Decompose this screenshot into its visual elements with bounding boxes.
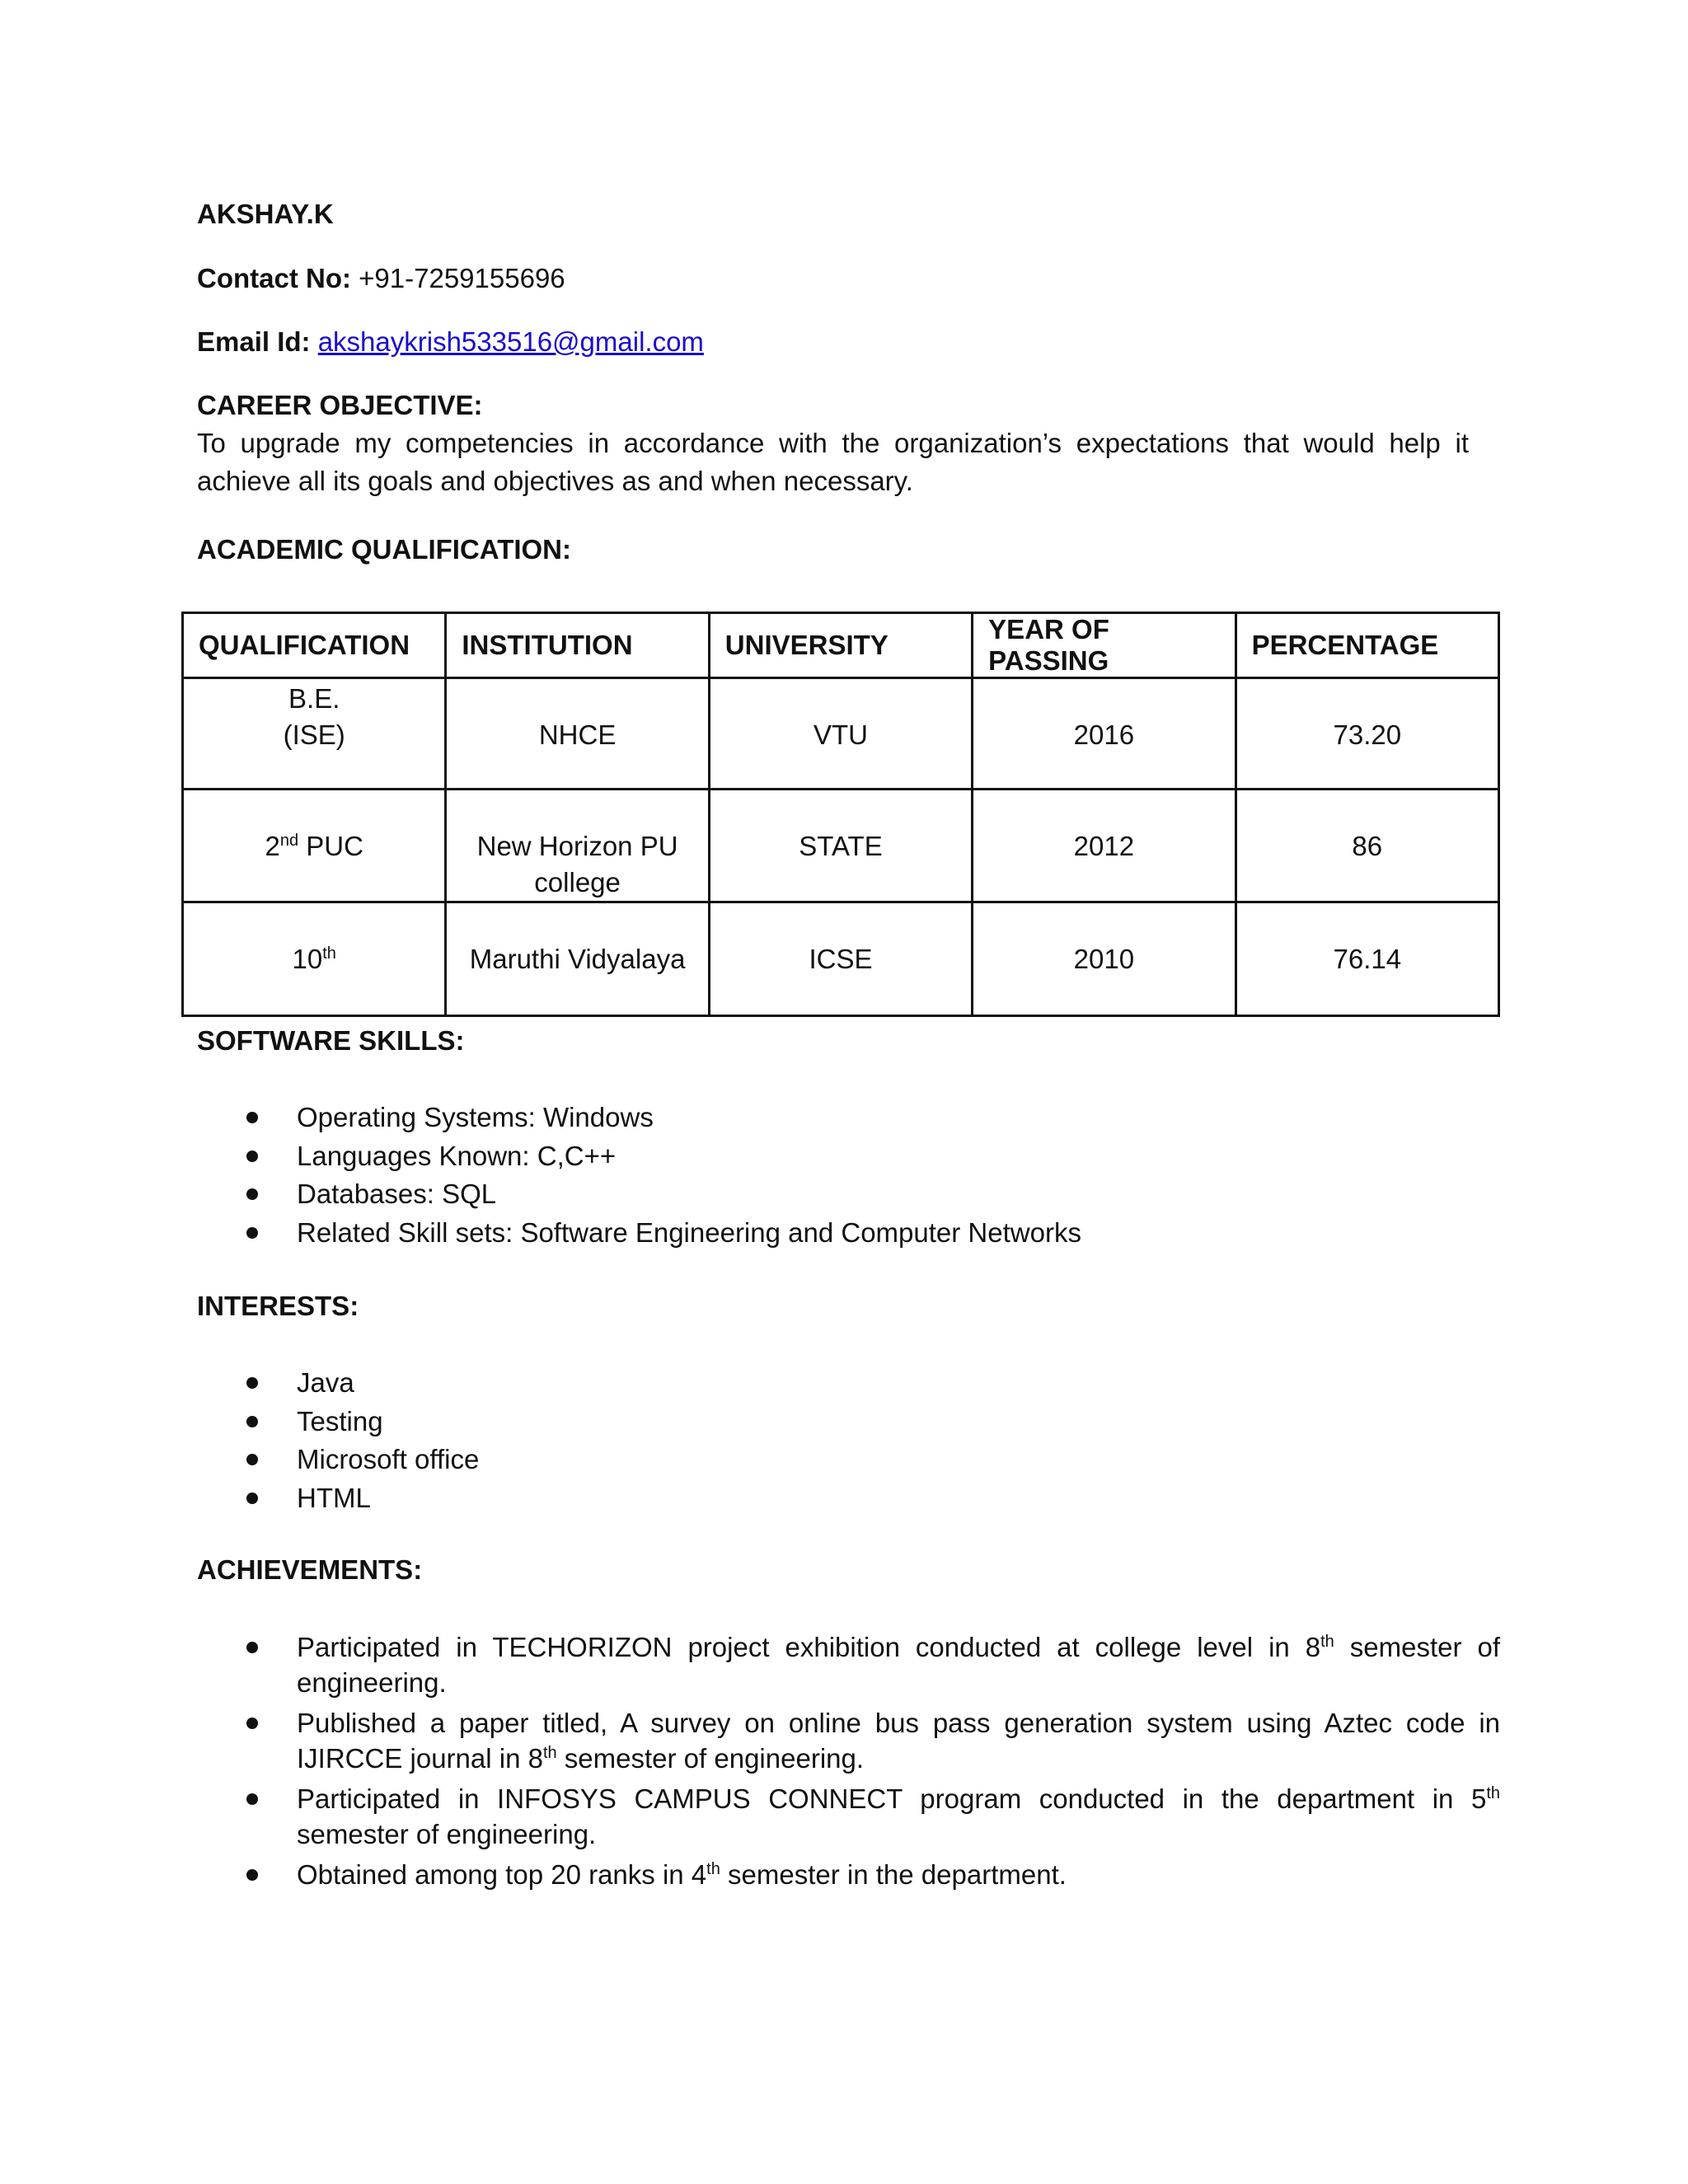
- achievement-text-end: semester in the department.: [720, 1859, 1067, 1890]
- table-row: [183, 678, 1499, 790]
- bullet-icon: [246, 1112, 258, 1123]
- ordinal-superscript: th: [1486, 1784, 1500, 1802]
- column-header: PERCENTAGE: [1236, 613, 1498, 678]
- academic-qualification-table: [181, 612, 1500, 1017]
- table-row: [183, 790, 1499, 902]
- list-item: [0, 1629, 1500, 1700]
- list-item: [0, 1364, 479, 1403]
- bullet-icon: [246, 1151, 258, 1162]
- interests-list: [0, 1364, 479, 1517]
- table-cell-institution: [446, 790, 709, 902]
- list-item: [0, 1781, 1500, 1852]
- bullet-icon: [246, 1377, 258, 1389]
- qualification-superscript: nd: [279, 832, 299, 850]
- contact-line: [197, 262, 565, 295]
- list-item: [0, 1705, 1500, 1776]
- column-header: QUALIFICATION: [183, 613, 446, 678]
- list-item-text: Databases: SQL: [297, 1179, 497, 1209]
- achievement-text: Participated in INFOSYS CAMPUS CONNECT program conducted in the department in 5: [297, 1783, 1487, 1814]
- list-item: [0, 1441, 479, 1479]
- achievement-text-end: semester of engineering.: [297, 1632, 1500, 1698]
- table-cell-institution: NHCE: [446, 678, 709, 790]
- qualification-line: B.E.: [288, 683, 340, 714]
- table-cell-year: 2010: [973, 902, 1236, 1016]
- qualification-number: 2: [265, 831, 280, 861]
- list-item: [0, 1479, 479, 1518]
- list-item: [0, 1857, 1500, 1892]
- achievement-text-end: semester of engineering.: [556, 1743, 865, 1774]
- qualification-line: (ISE): [283, 719, 345, 750]
- achievements-list: [0, 1629, 1500, 1897]
- column-header: YEAR OF PASSING: [973, 613, 1236, 678]
- table-cell-year: 2012: [973, 790, 1236, 902]
- table-cell-university: ICSE: [709, 902, 972, 1016]
- academic-qualification-heading: ACADEMIC QUALIFICATION:: [197, 534, 572, 565]
- table-cell-qualification: [183, 678, 446, 790]
- table-cell-university: VTU: [709, 678, 972, 790]
- table-cell-university: STATE: [709, 790, 972, 902]
- list-item: [0, 1403, 479, 1441]
- list-item-text: Java: [297, 1367, 354, 1398]
- column-header: UNIVERSITY: [709, 613, 972, 678]
- bullet-icon: [246, 1454, 258, 1465]
- table-cell-qualification: [183, 902, 446, 1016]
- software-skills-list: [0, 1099, 1081, 1252]
- table-row: [183, 902, 1499, 1016]
- table-cell-institution: Maruthi Vidyalaya: [446, 902, 709, 1016]
- list-item-text: Microsoft office: [297, 1444, 480, 1474]
- bullet-icon: [246, 1793, 258, 1805]
- email-line: [197, 326, 704, 359]
- list-item-text: Related Skill sets: Software Engineering and Computer Networks: [297, 1216, 1081, 1248]
- achievement-text: Participated in TECHORIZON project exhibition conducted at college level in 8: [297, 1632, 1321, 1662]
- contact-label: Contact No:: [197, 263, 351, 293]
- ordinal-superscript: th: [542, 1744, 557, 1762]
- table-cell-qualification: [183, 790, 446, 902]
- table-header-row: [183, 613, 1499, 678]
- table-cell-percentage: 73.20: [1236, 678, 1498, 790]
- achievement-text: Published a paper titled, A survey on online bus pass generation system using Aztec code in IJIRCCE journal in 8: [297, 1708, 1500, 1774]
- list-item: [0, 1137, 1081, 1176]
- career-objective-text: To upgrade my competencies in accordance with the organization’s expectations that would help it achieve all its goals and objectives as and when necessary.: [197, 428, 1469, 496]
- institution-line: college: [534, 867, 621, 898]
- table-cell-percentage: 86: [1236, 790, 1498, 902]
- candidate-name: AKSHAY.K: [197, 199, 334, 229]
- email-link[interactable]: akshaykrish533516@gmail.com: [317, 326, 704, 357]
- bullet-icon: [246, 1869, 258, 1881]
- interests-heading: INTERESTS:: [197, 1291, 359, 1321]
- qualification-number: 10: [292, 943, 323, 974]
- list-item-text: Languages Known: C,C++: [297, 1140, 617, 1171]
- list-item-text: HTML: [297, 1482, 371, 1513]
- table-cell-percentage: 76.14: [1236, 902, 1498, 1016]
- bullet-icon: [246, 1416, 258, 1427]
- achievements-heading: ACHIEVEMENTS:: [197, 1554, 423, 1585]
- institution-line: New Horizon PU: [476, 831, 678, 861]
- list-item: [0, 1099, 1081, 1137]
- contact-value: +91-7259155696: [359, 263, 565, 293]
- qualification-superscript: th: [322, 944, 336, 963]
- software-skills-heading: SOFTWARE SKILLS:: [197, 1025, 465, 1056]
- bullet-icon: [246, 1227, 258, 1239]
- list-item: [0, 1214, 1081, 1253]
- bullet-icon: [246, 1188, 258, 1200]
- bullet-icon: [246, 1642, 258, 1653]
- bullet-icon: [246, 1493, 258, 1504]
- achievement-text: Obtained among top 20 ranks in 4: [297, 1859, 707, 1890]
- table-cell-year: 2016: [973, 678, 1236, 790]
- list-item-text: Testing: [297, 1405, 383, 1436]
- email-label: Email Id:: [197, 326, 311, 357]
- list-item: [0, 1175, 1081, 1214]
- career-objective-heading: CAREER OBJECTIVE:: [197, 390, 483, 420]
- ordinal-superscript: th: [1320, 1633, 1334, 1651]
- achievement-text-end: semester of engineering.: [297, 1819, 597, 1849]
- column-header: INSTITUTION: [446, 613, 709, 678]
- bullet-icon: [246, 1718, 258, 1729]
- ordinal-superscript: th: [706, 1860, 720, 1878]
- list-item-text: Operating Systems: Windows: [297, 1102, 654, 1132]
- qualification-suffix: PUC: [298, 831, 363, 861]
